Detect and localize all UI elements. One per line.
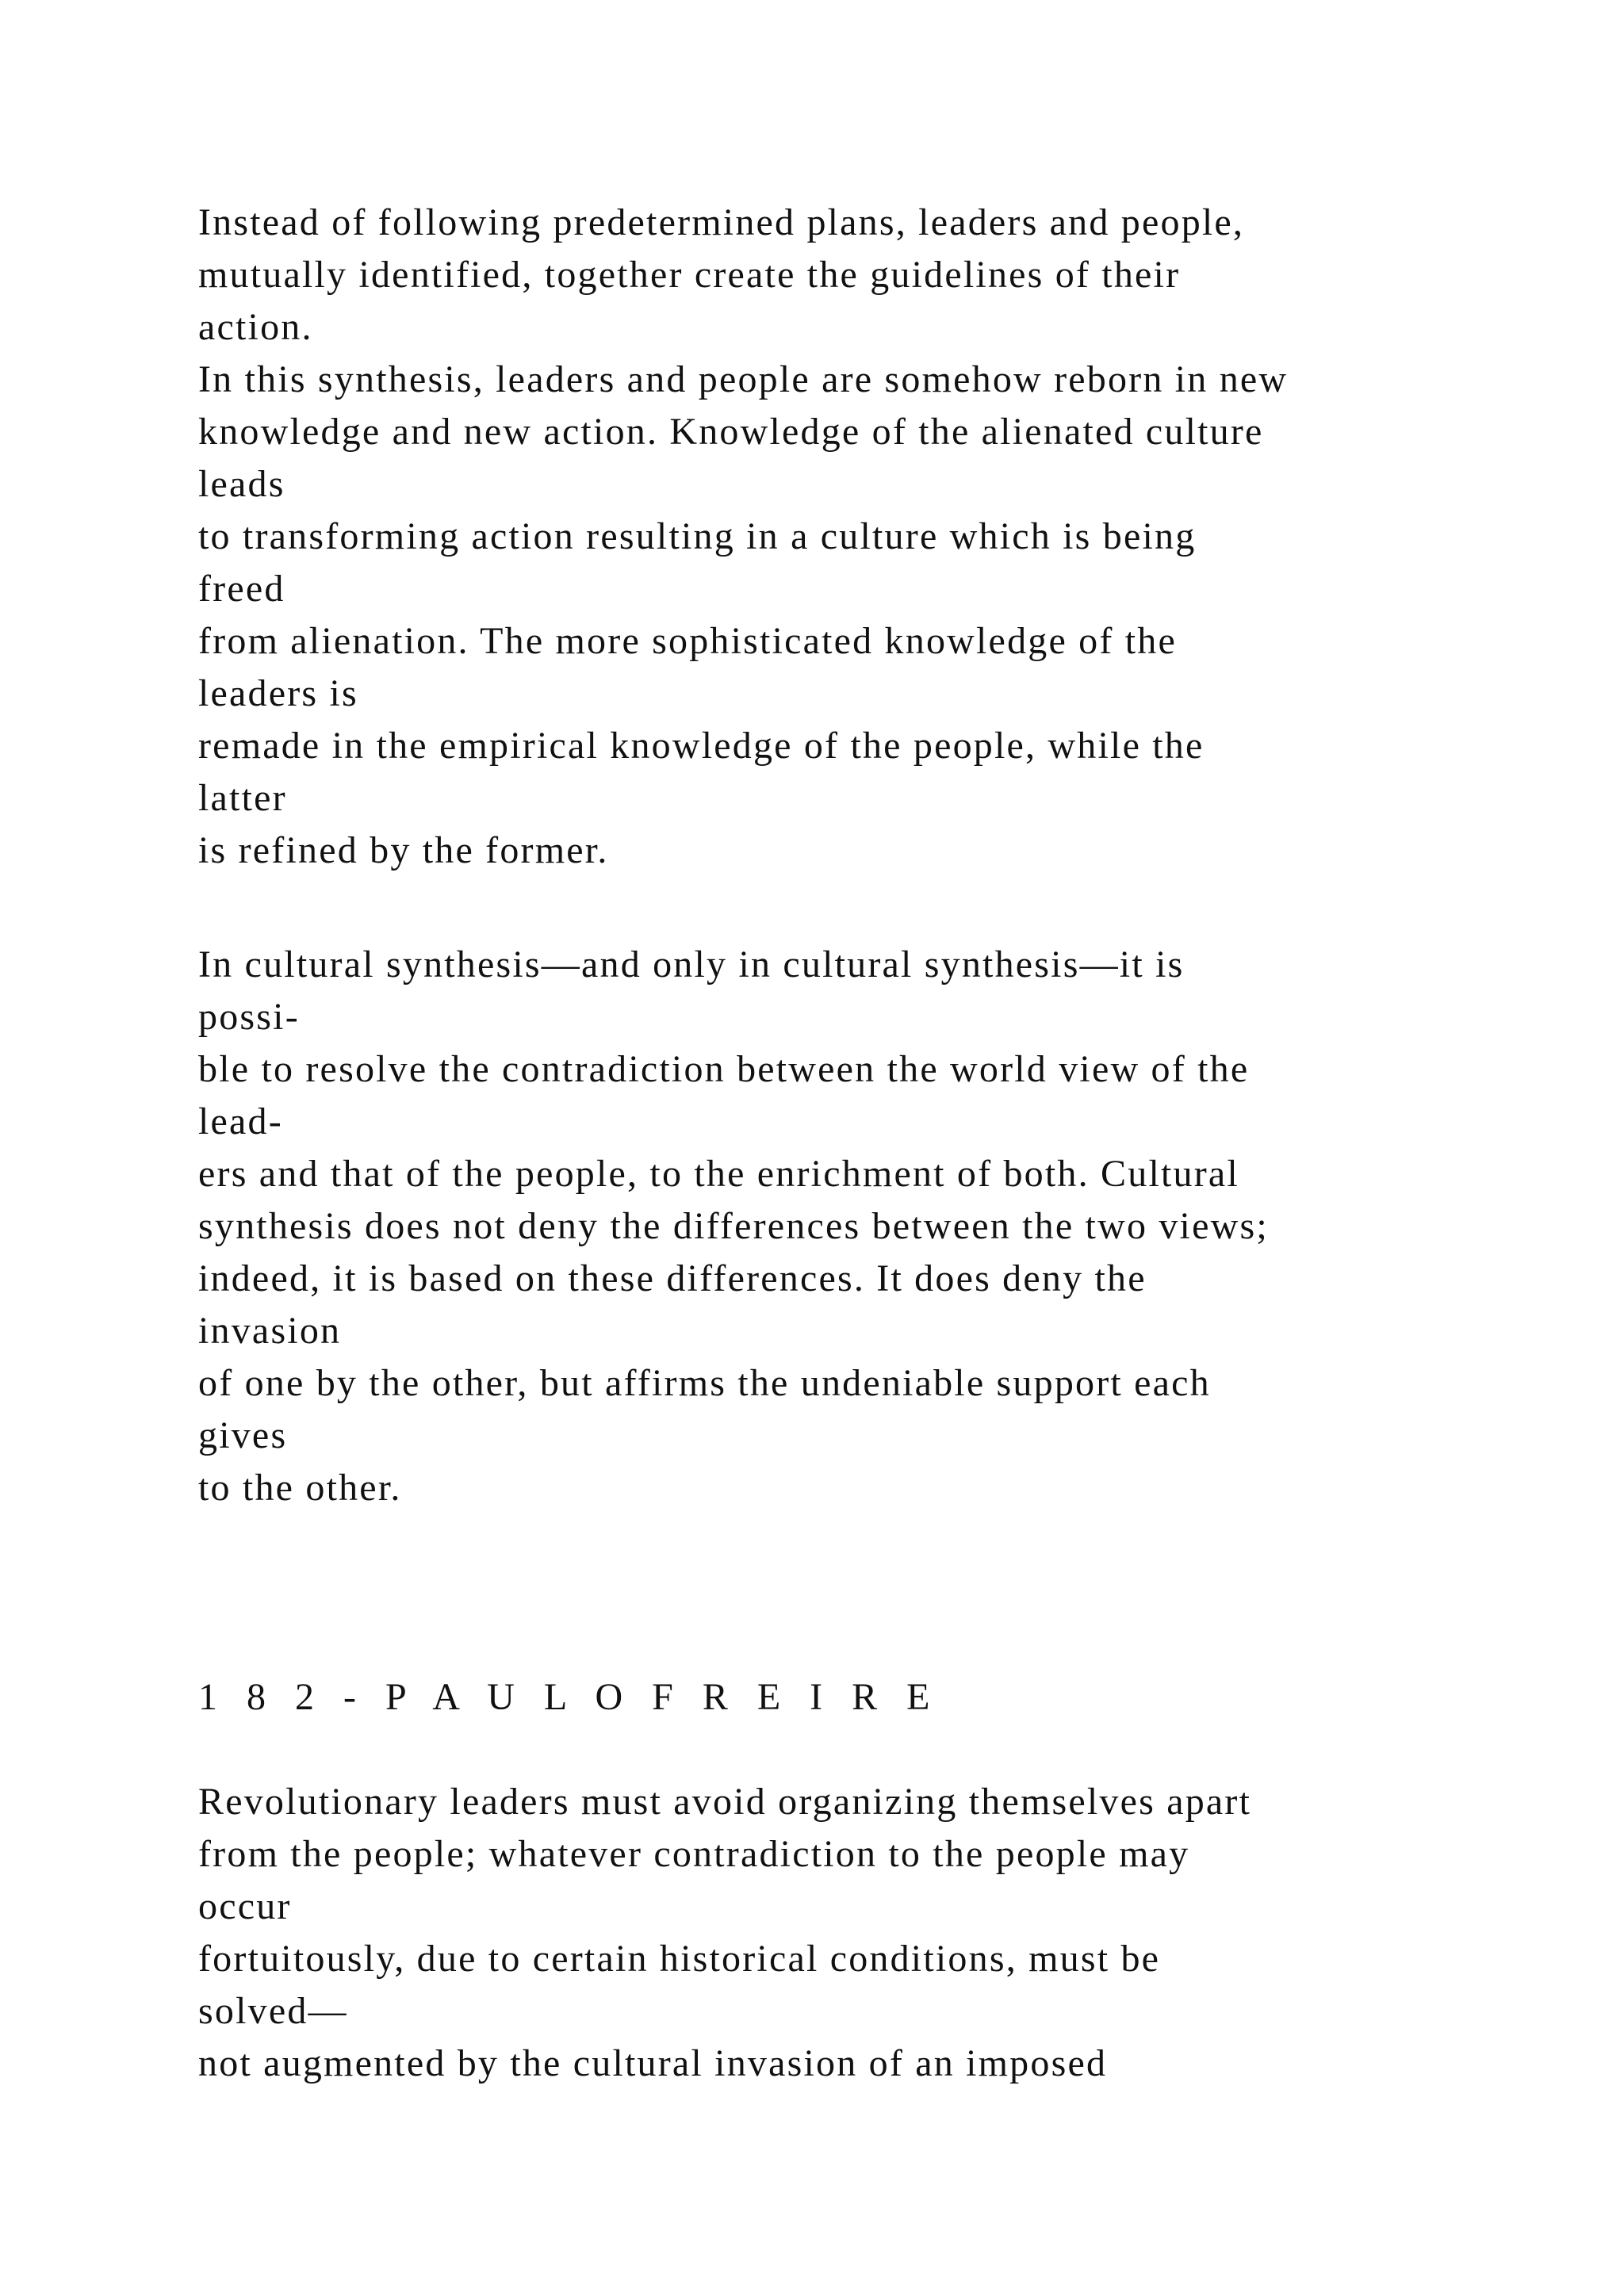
text-line: latter bbox=[198, 777, 287, 819]
text-line: to transforming action resulting in a culture which is being bbox=[198, 515, 1197, 557]
text-line: knowledge and new action. Knowledge of the alienated culture bbox=[198, 411, 1264, 453]
text-line: Revolutionary leaders must avoid organizing themselves apart bbox=[198, 1781, 1252, 1823]
text-line: is refined by the former. bbox=[198, 829, 609, 871]
text-line: leaders is bbox=[198, 672, 358, 714]
text-line: invasion bbox=[198, 1310, 342, 1352]
text-line: In cultural synthesis—and only in cultural synthesis—it is bbox=[198, 943, 1185, 985]
text-line: from the people; whatever contradiction to the people may bbox=[198, 1833, 1190, 1875]
paragraph-cultural-synthesis-contradiction bbox=[198, 939, 1562, 1514]
text-line: leads bbox=[198, 463, 285, 505]
running-header bbox=[198, 1671, 1562, 1724]
text-line: from alienation. The more sophisticated knowledge of the bbox=[198, 620, 1177, 662]
text-line: ers and that of the people, to the enrichment of both. Cultural bbox=[198, 1153, 1239, 1195]
text-line: Instead of following predetermined plans, leaders and people, bbox=[198, 201, 1245, 243]
text-line: freed bbox=[198, 568, 285, 610]
page-number-author-line: 1 8 2 - P A U L O F R E I R E bbox=[198, 1676, 940, 1718]
text-line: action. bbox=[198, 306, 313, 348]
text-line: fortuitously, due to certain historical conditions, must be bbox=[198, 1938, 1161, 1980]
paragraph-cultural-synthesis-intro bbox=[198, 197, 1562, 877]
text-line: synthesis does not deny the differences between the two views; bbox=[198, 1205, 1269, 1247]
text-line: mutually identified, together create the guidelines of their bbox=[198, 254, 1181, 296]
text-line: possi- bbox=[198, 996, 300, 1038]
text-line: gives bbox=[198, 1414, 288, 1456]
text-line: of one by the other, but affirms the undeniable support each bbox=[198, 1362, 1211, 1404]
text-line: occur bbox=[198, 1885, 292, 1927]
text-line: not augmented by the cultural invasion of an imposed bbox=[198, 2042, 1108, 2084]
text-line: solved— bbox=[198, 1990, 348, 2032]
text-line: ble to resolve the contradiction between the world view of the bbox=[198, 1048, 1250, 1090]
text-line: to the other. bbox=[198, 1467, 402, 1509]
text-line: indeed, it is based on these differences. It does deny the bbox=[198, 1257, 1147, 1299]
paragraph-revolutionary-leaders bbox=[198, 1776, 1562, 2090]
text-line: remade in the empirical knowledge of the people, while the bbox=[198, 725, 1205, 767]
text-line: lead- bbox=[198, 1100, 283, 1142]
text-line: In this synthesis, leaders and people are somehow reborn in new bbox=[198, 358, 1289, 400]
